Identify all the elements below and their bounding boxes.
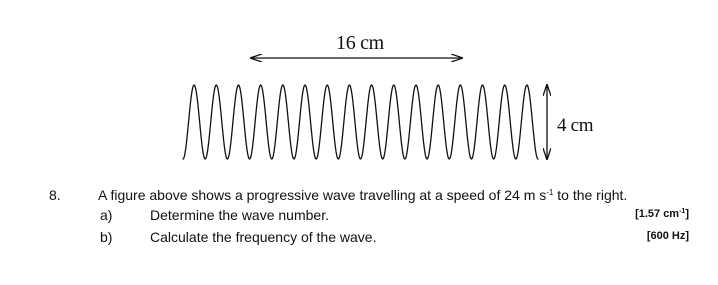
- part-b-answer: [600 Hz]: [646, 230, 689, 242]
- question-stem-main: A figure above shows a progressive wave travelling at a speed of 24 m s: [98, 187, 547, 203]
- question-number: 8.: [49, 187, 61, 203]
- part-a-answer-main: [1.57 cm: [635, 208, 680, 220]
- part-b-text: Calculate the frequency of the wave.: [150, 229, 377, 245]
- part-a-answer-tail: ]: [685, 208, 689, 220]
- part-a-text: Determine the wave number.: [150, 207, 329, 223]
- wavelength-label: 16 cm: [336, 32, 384, 54]
- question-stem-tail: to the right.: [553, 187, 628, 203]
- question-stem: [98, 187, 627, 203]
- question-stem-superscript: -1: [546, 188, 554, 197]
- part-a-answer: [635, 208, 689, 220]
- question-part-b: [0, 229, 718, 249]
- part-a-answer-superscript: -1: [679, 208, 686, 215]
- question-stem-row: [0, 187, 718, 207]
- amplitude-label: 4 cm: [557, 115, 594, 136]
- question-block: [0, 187, 718, 257]
- part-a-label: a): [100, 207, 113, 223]
- part-b-label: b): [100, 229, 113, 245]
- sine-wave: [183, 85, 538, 159]
- question-part-a: [0, 207, 718, 227]
